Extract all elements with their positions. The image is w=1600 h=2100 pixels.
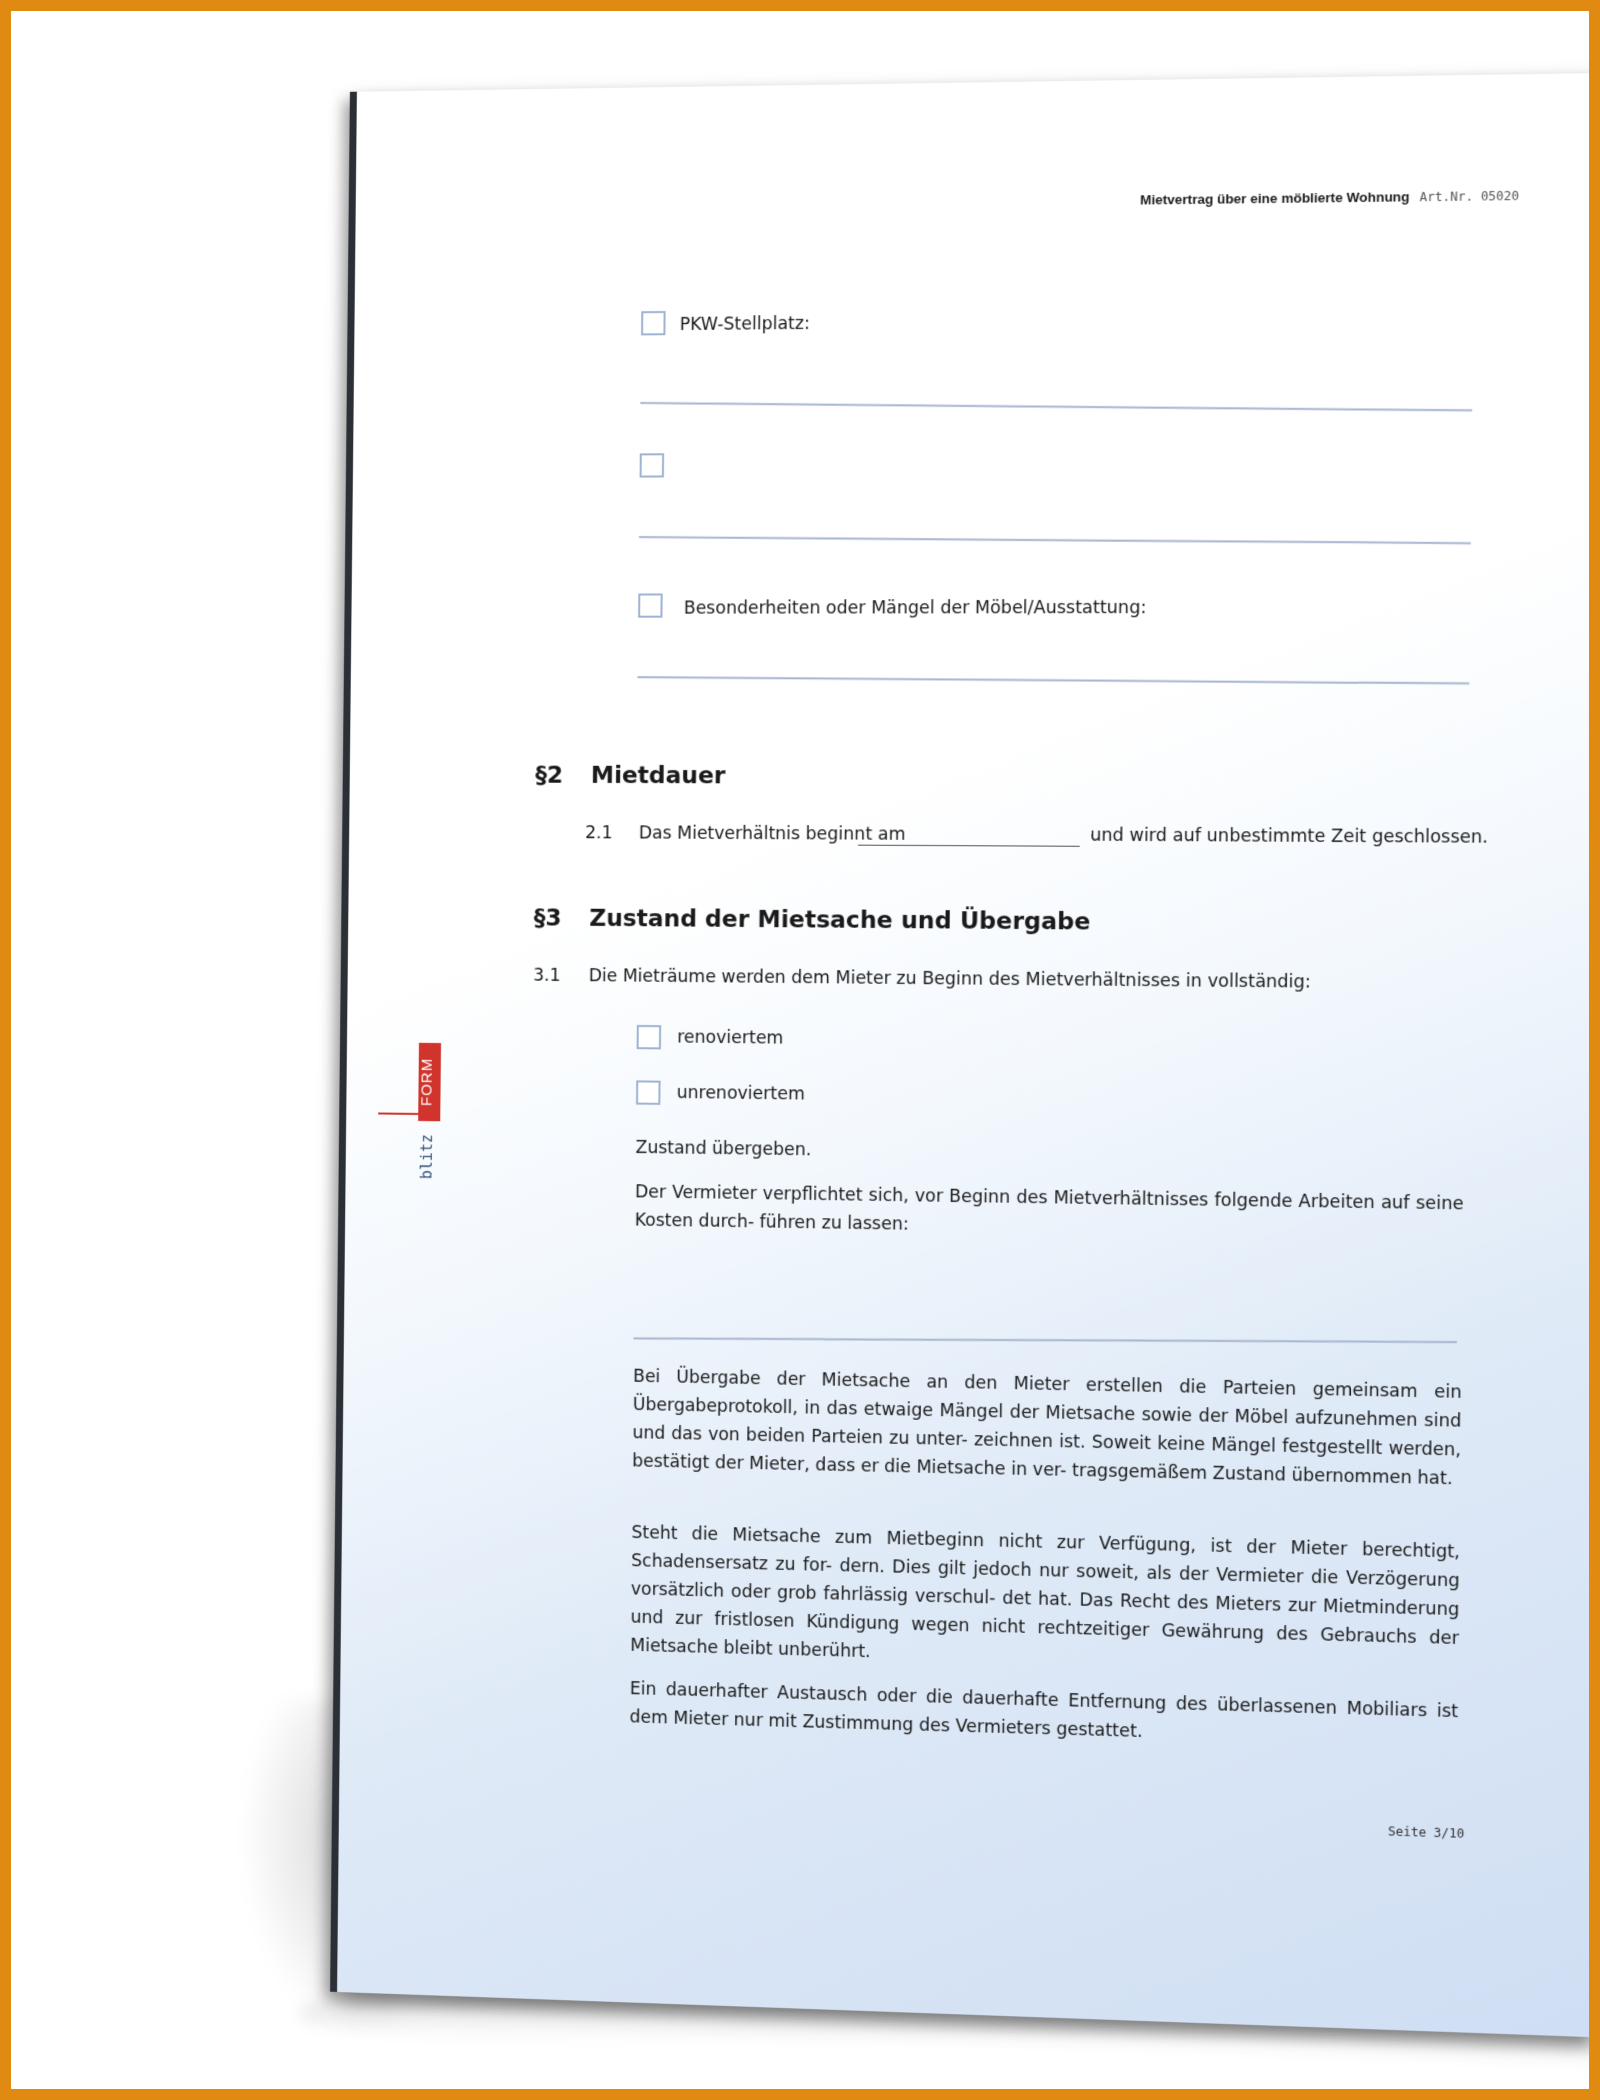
fill-line-defects[interactable] xyxy=(637,676,1469,684)
handover-text: Zustand übergeben. xyxy=(635,1137,812,1161)
formblitz-logo xyxy=(417,1043,441,1192)
label-defects: Besonderheiten oder Mängel der Möbel/Ausstattung: xyxy=(683,597,1147,619)
logo-red-line xyxy=(378,1112,418,1114)
subsection-3-1-intro: Die Mieträume werden dem Mieter zu Beginn des Mietverhältnisses in vollständig: xyxy=(588,966,1312,993)
section-2-title: Mietdauer xyxy=(590,762,726,790)
label-parking: PKW-Stellplatz: xyxy=(679,313,810,336)
article-number: Art.Nr. 05020 xyxy=(1419,188,1520,205)
logo-blitz-text: blitz xyxy=(417,1133,437,1179)
fill-line-other[interactable] xyxy=(639,536,1471,544)
section-2-number: §2 xyxy=(535,762,564,789)
section-3-title: Zustand der Mietsache und Übergabe xyxy=(589,905,1091,936)
handover-protocol-text: Bei Übergabe der Mietsache an den Mieter erstellen die Parteien gemeinsam ein Übergabeprotokoll, in das etwaige Mängel der Mietsache sowie der Möbel aufzunehmen sind und das von beiden Parteien zu unter- zeichnen ist. Soweit keine Mängel festgestellt werden, bestätigt der Mieter, dass er die Mietsache in ver- tragsgemäßem Zustand übernommen hat. xyxy=(632,1366,1462,1490)
start-date-text-before: Das Mietverhältnis beginnt am xyxy=(638,823,906,845)
fill-line-parking[interactable] xyxy=(640,402,1472,412)
checkbox-other[interactable] xyxy=(640,453,665,477)
label-unrenovated: unrenoviertem xyxy=(676,1082,805,1105)
start-date-field[interactable] xyxy=(858,824,1080,846)
checkbox-parking[interactable] xyxy=(641,311,666,335)
furniture-text: Ein dauerhafter Austausch oder die dauerhafte Entfernung des überlassenen Mobiliars ist dem Mieter nur mit Zustimmung des Vermieters gestattet. xyxy=(629,1678,1459,1743)
document-page xyxy=(330,73,1600,2038)
damages-text: Steht die Mietsache zum Mietbeginn nicht zur Verfügung, ist der Mieter berechtigt, Schadensersatz zu for- dern. Dies gilt jedoch nur soweit, als der Vermieter die Verzögerung vorsätzlich oder grob fahrlässig verschul- det hat. Das Recht des Mieters zur Mietminderung und zur fristlosen Kündigung wegen nicht rechtzeitiger Gewährung des Gebrauchs der Mietsache bleibt unberührt. xyxy=(630,1522,1461,1663)
logo-form-text: FORM xyxy=(418,1043,441,1121)
fill-line-works[interactable] xyxy=(634,1337,1457,1343)
label-renovated: renoviertem xyxy=(677,1027,784,1049)
section-3-number: §3 xyxy=(533,905,562,932)
checkbox-defects[interactable] xyxy=(638,593,663,617)
subsection-2-1-number: 2.1 xyxy=(585,823,613,844)
document-header xyxy=(1140,188,1519,208)
checkbox-renovated[interactable] xyxy=(637,1025,662,1049)
subsection-3-1-number: 3.1 xyxy=(533,965,561,986)
start-date-text-after: und wird auf unbestimmte Zeit geschlossen. xyxy=(1090,825,1489,848)
page-number: Seite 3/10 xyxy=(1387,1824,1465,1841)
document-title: Mietvertrag über eine möblierte Wohnung xyxy=(1140,189,1410,208)
landlord-duties-text: Der Vermieter verpflichtet sich, vor Beginn des Mietverhältnisses folgende Arbeiten auf seine Kosten durch- führen zu lassen: xyxy=(634,1182,1464,1235)
checkbox-unrenovated[interactable] xyxy=(636,1080,661,1104)
